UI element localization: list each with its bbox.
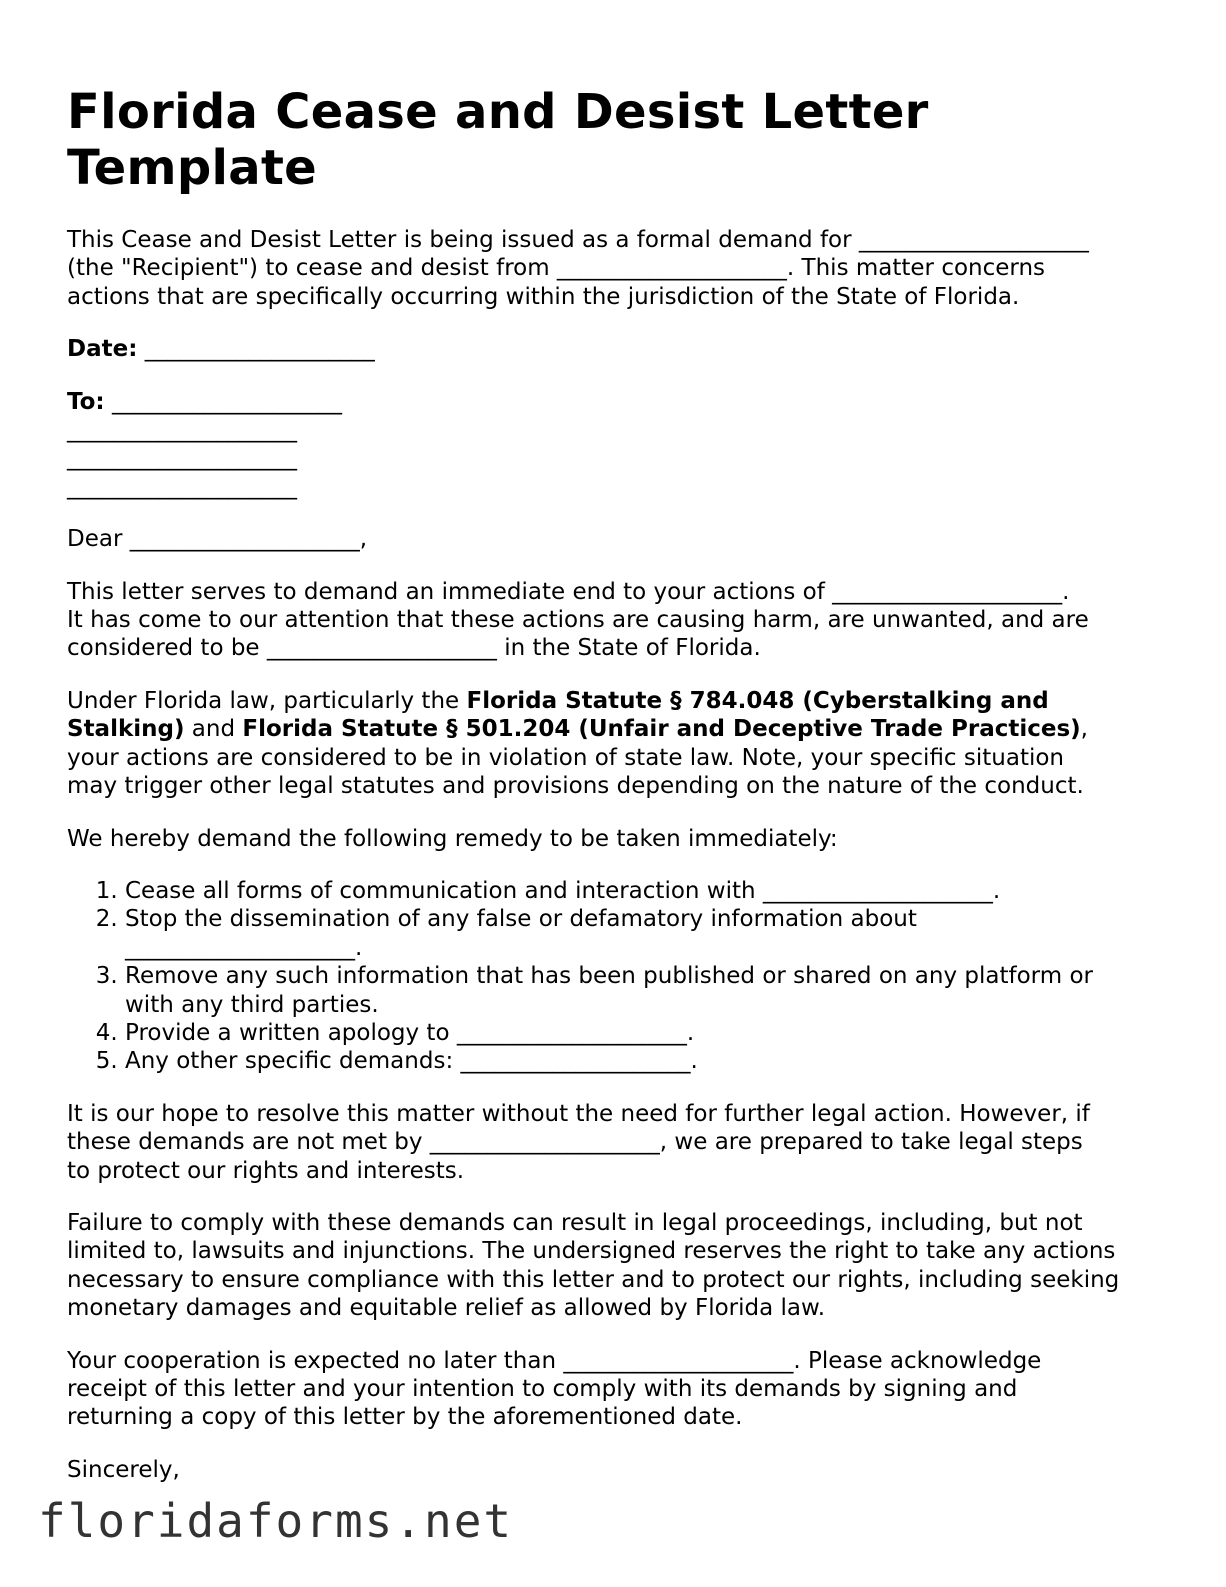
cooperation-paragraph (67, 1347, 1157, 1432)
salutation-blank: ____________________ (129, 526, 360, 553)
paragraph-text: Under Florida law, particularly the (67, 687, 467, 714)
intro-line: (the "Recipient") to cease and desist from ____________________. This matter concerns (67, 255, 1046, 282)
page-title: Florida Cease and Desist Letter Template (67, 84, 929, 196)
statute-paragraph (67, 687, 1157, 801)
paragraph-line: may trigger other legal statutes and provisions depending on the nature of the conduct. (67, 773, 1084, 800)
to-label: To: (67, 388, 105, 415)
site-watermark: floridaforms.net (38, 1494, 514, 1548)
list-item (125, 962, 1157, 1019)
date-line (67, 335, 1157, 363)
paragraph-line: Failure to comply with these demands can result in legal proceedings, including, but not (67, 1209, 1083, 1236)
remedy-list (67, 877, 1157, 1076)
list-item: 5. Any other specific demands: ____________________. (125, 1047, 1157, 1075)
list-item: 4. Provide a written apology to ____________________. (125, 1019, 1157, 1047)
list-item-text: Stop the dissemination of any false or defamatory information about ____________________. (125, 906, 917, 961)
closing: Sincerely, (67, 1456, 180, 1483)
consequences-paragraph (67, 1209, 1157, 1323)
resolution-paragraph (67, 1100, 1157, 1185)
statute-501-204: Florida Statute § 501.204 (Unfair and Deceptive Trade Practices) (242, 716, 1081, 743)
list-item-text: Remove any such information that has been published or shared on any platform or with any third parties. (125, 963, 1093, 1018)
intro-paragraph (67, 226, 1157, 311)
intro-line: actions that are specifically occurring within the jurisdiction of the State of Florida. (67, 283, 1020, 310)
list-item (125, 905, 1157, 962)
letter-page (67, 84, 1157, 1508)
paragraph-line: necessary to ensure compliance with this letter and to protect our rights, including seeking (67, 1266, 1120, 1293)
statute-784-048-cont: Stalking) (67, 716, 185, 743)
paragraph-line: It has come to our attention that these actions are causing harm, are unwanted, and are (67, 607, 1089, 634)
address-line: ____________________ (67, 445, 297, 472)
to-blank: ____________________ (111, 388, 342, 415)
demand-paragraph (67, 578, 1157, 663)
salutation-prefix: Dear (67, 526, 123, 553)
paragraph-line: returning a copy of this letter by the aforementioned date. (67, 1404, 743, 1431)
paragraph-line: considered to be ____________________ in the State of Florida. (67, 635, 761, 662)
address-line: ____________________ (67, 417, 297, 444)
statute-784-048: Florida Statute § 784.048 (Cyberstalking and (466, 687, 1049, 714)
paragraph-text: and (184, 716, 243, 743)
to-block (67, 388, 1157, 502)
salutation (67, 525, 1157, 553)
paragraph-line: your actions are considered to be in violation of state law. Note, your specific situation (67, 744, 1065, 771)
date-blank: ____________________ (144, 336, 375, 363)
paragraph-line: This letter serves to demand an immediate end to your actions of ____________________. (67, 578, 1070, 605)
paragraph-text: , (1080, 716, 1088, 743)
list-item: 1. Cease all forms of communication and interaction with ____________________. (125, 877, 1157, 905)
paragraph-line: these demands are not met by ____________________, we are prepared to take legal steps (67, 1129, 1083, 1156)
paragraph-line: receipt of this letter and your intention to comply with its demands by signing and (67, 1376, 1018, 1402)
salutation-suffix: , (359, 526, 368, 553)
paragraph-line: limited to, lawsuits and injunctions. The undersigned reserves the right to take any actions (67, 1238, 1116, 1265)
remedy-intro: We hereby demand the following remedy to be taken immediately: (67, 825, 838, 852)
address-line: ____________________ (67, 473, 297, 500)
intro-line: This Cease and Desist Letter is being issued as a formal demand for ____________________ (67, 227, 1089, 253)
paragraph-line: It is our hope to resolve this matter without the need for further legal action. However, if (67, 1100, 1090, 1127)
paragraph-line: monetary damages and equitable relief as allowed by Florida law. (67, 1295, 826, 1322)
paragraph-line: Your cooperation is expected no later than ____________________. Please acknowledge (67, 1347, 1042, 1374)
date-label: Date: (67, 336, 138, 363)
paragraph-line: to protect our rights and interests. (67, 1157, 465, 1184)
